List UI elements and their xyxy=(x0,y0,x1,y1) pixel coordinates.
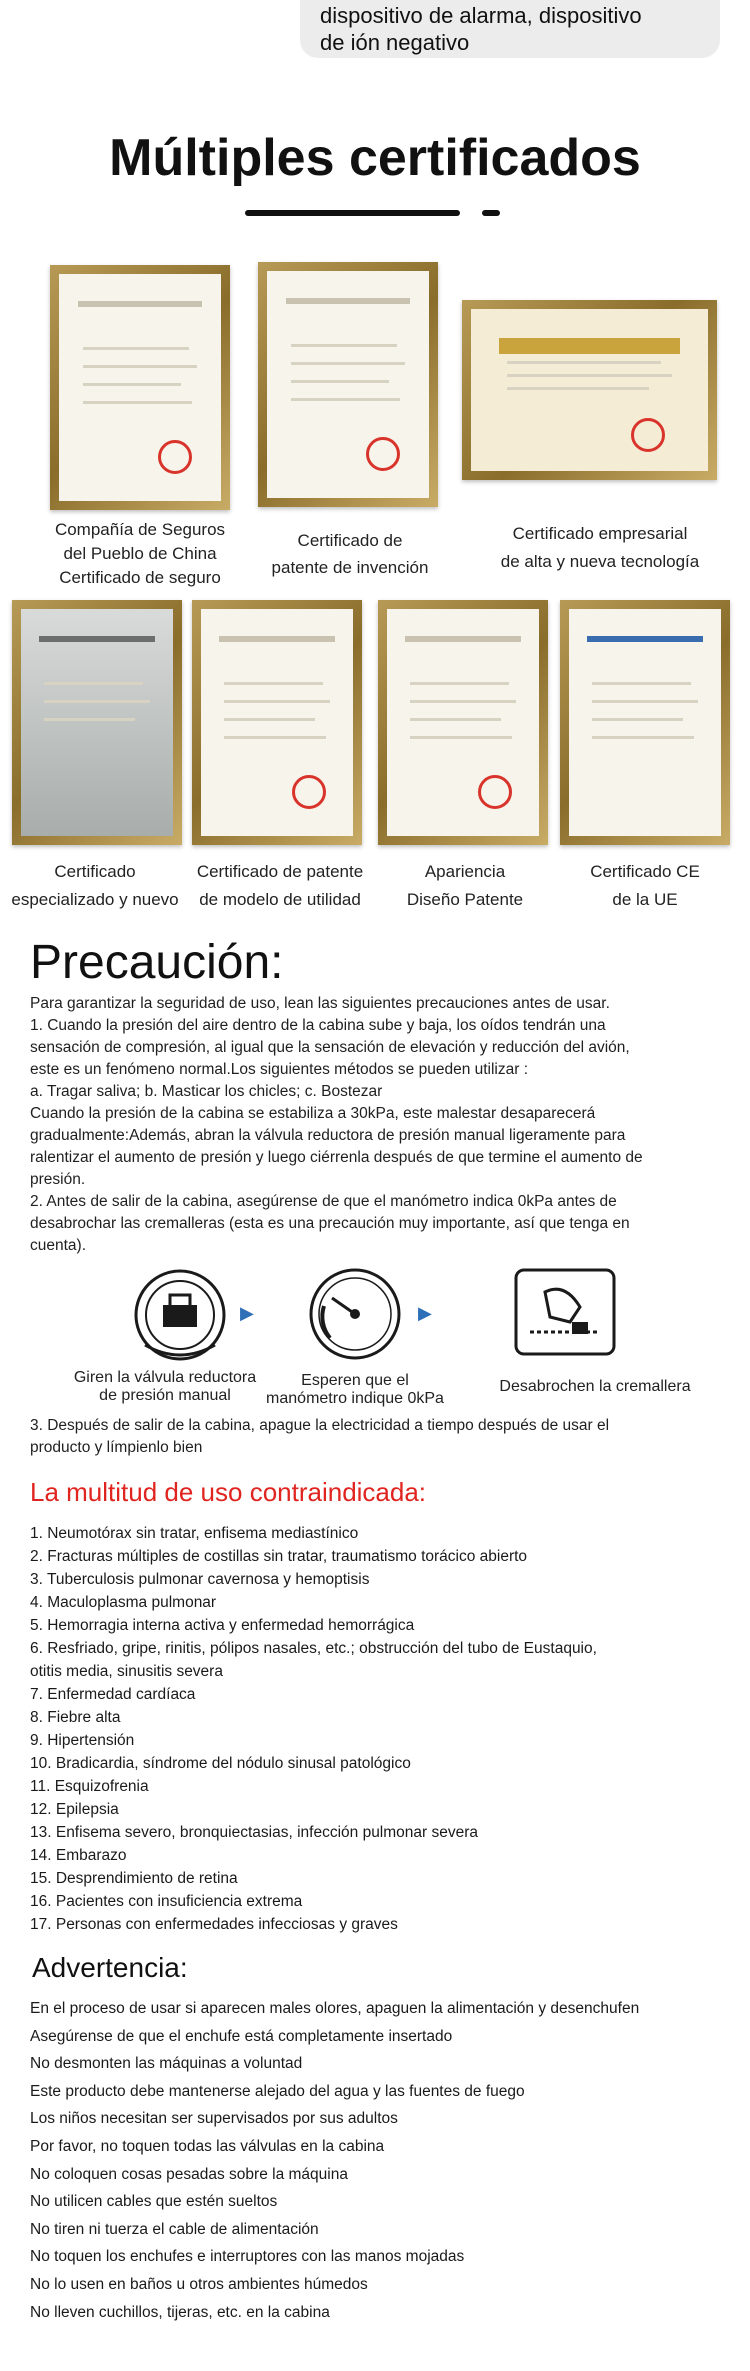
list-item: 8. Fiebre alta xyxy=(30,1709,121,1726)
list-item: 17. Personas con enfermedades infecciosas y graves xyxy=(30,1916,398,1933)
list-item: Por favor, no toquen todas las válvulas en la cabina xyxy=(30,2137,385,2155)
list-item: Este producto debe mantenerse alejado del agua y las fuentes de fuego xyxy=(30,2082,525,2100)
paragraph-line: este es un fenómeno normal.Los siguientes métodos se pueden utilizar : xyxy=(30,1061,529,1078)
list-item: 12. Epilepsia xyxy=(30,1801,119,1818)
caption-invention-patent xyxy=(245,527,455,581)
caption-specialized xyxy=(0,858,190,914)
precaution-paragraph xyxy=(30,993,720,1257)
caption-line: de alta y nueva tecnología xyxy=(500,552,700,571)
list-item: 11. Esquizofrenia xyxy=(30,1778,149,1795)
feature-banner xyxy=(300,0,720,58)
paragraph-line: cuenta). xyxy=(30,1237,87,1254)
caption-design-patent xyxy=(370,858,560,914)
list-item: Asegúrense de que el enchufe está completamente insertado xyxy=(30,2027,453,2045)
paragraph-line: 2. Antes de salir de la cabina, asegúrense de que el manómetro indica 0kPa antes de xyxy=(30,1193,617,1210)
caption-line: Apariencia xyxy=(424,862,506,881)
paragraph-line: desabrochar las cremalleras (esta es una precaución muy importante, así que tenga en xyxy=(30,1215,630,1232)
certificates-title: Múltiples certificados xyxy=(109,129,641,187)
list-item: 3. Tuberculosis pulmonar cavernosa y hemoptisis xyxy=(30,1571,370,1588)
warning-list xyxy=(30,1995,730,2326)
step-1-caption xyxy=(55,1369,275,1405)
warning-title: Advertencia: xyxy=(32,1952,188,1983)
list-item: 1. Neumotórax sin tratar, enfisema mediastínico xyxy=(30,1525,359,1542)
list-item: No tiren ni tuerza el cable de alimentación xyxy=(30,2220,319,2238)
caption-line: Compañía de Seguros xyxy=(54,520,226,539)
caption-insurance xyxy=(30,518,250,590)
list-item: otitis media, sinusitis severa xyxy=(30,1663,223,1680)
certificate-utility-model xyxy=(192,600,362,845)
precaution-title: Precaución: xyxy=(30,936,284,989)
contraindications-list xyxy=(30,1522,720,1936)
list-item: No toquen los enchufes e interruptores con las manos mojadas xyxy=(30,2248,465,2266)
list-item: No lleven cuchillos, tijeras, etc. en la cabina xyxy=(30,2303,330,2321)
title-underline-dot xyxy=(482,210,500,216)
paragraph-line: ralentizar el aumento de presión y luego ciérrenla después de que termine el aumento de xyxy=(30,1149,643,1166)
paragraph-line: 1. Cuando la presión del aire dentro de la cabina sube y baja, los oídos tendrán una xyxy=(30,1017,606,1034)
caption-line: Desabrochen la cremallera xyxy=(499,1378,691,1395)
list-item: 5. Hemorragia interna activa y enfermedad hemorrágica xyxy=(30,1617,415,1634)
caption-ce xyxy=(550,858,740,914)
list-item: 16. Pacientes con insuficiencia extrema xyxy=(30,1893,303,1910)
pressure-valve-icon xyxy=(125,1265,235,1365)
paragraph-line: 3. Después de salir de la cabina, apague la electricidad a tiempo después de usar el xyxy=(30,1417,610,1434)
list-item: 7. Enfermedad cardíaca xyxy=(30,1686,196,1703)
pressure-gauge-icon xyxy=(300,1262,410,1362)
list-item: 15. Desprendimiento de retina xyxy=(30,1870,238,1887)
step-2-caption xyxy=(260,1372,450,1408)
caption-line: Certificado de xyxy=(297,531,403,550)
caption-line: de modelo de utilidad xyxy=(199,890,361,909)
precaution-paragraph-3 xyxy=(30,1415,720,1459)
list-item: En el proceso de usar si aparecen males olores, apaguen la alimentación y desenchufen xyxy=(30,2000,640,2017)
certificate-specialized xyxy=(12,600,182,845)
list-item: No utilicen cables que estén sueltos xyxy=(30,2193,278,2211)
caption-line: especializado y nuevo xyxy=(11,890,179,909)
arrow-icon: ▶ xyxy=(240,1303,254,1323)
paragraph-line: Para garantizar la seguridad de uso, lean las siguientes precauciones antes de usar. xyxy=(30,995,610,1012)
list-item: 2. Fracturas múltiples de costillas sin tratar, traumatismo torácico abierto xyxy=(30,1548,528,1565)
certificate-invention-patent xyxy=(258,262,438,507)
caption-line: de la UE xyxy=(612,890,678,909)
list-item: 10. Bradicardia, síndrome del nódulo sinusal patológico xyxy=(30,1755,411,1772)
caption-line: Giren la válvula reductora xyxy=(73,1369,257,1386)
title-underline xyxy=(245,210,460,216)
certificate-design-patent xyxy=(378,600,548,845)
feature-line-1: dispositivo de alarma, dispositivo xyxy=(320,3,642,28)
caption-line: Diseño Patente xyxy=(406,890,524,909)
certificate-high-tech xyxy=(462,300,717,480)
zipper-icon xyxy=(510,1262,620,1362)
list-item: 6. Resfriado, gripe, rinitis, pólipos nasales, etc.; obstrucción del tubo de Eustaquio, xyxy=(30,1640,597,1657)
list-item: No lo usen en baños u otros ambientes húmedos xyxy=(30,2275,368,2293)
paragraph-line: gradualmente:Además, abran la válvula reductora de presión manual ligeramente para xyxy=(30,1127,626,1144)
paragraph-line: Cuando la presión de la cabina se estabiliza a 30kPa, este malestar desaparecerá xyxy=(30,1105,596,1122)
caption-utility-model xyxy=(185,858,375,914)
list-item: No desmonten las máquinas a voluntad xyxy=(30,2055,303,2073)
caption-line: manómetro indique 0kPa xyxy=(266,1390,444,1407)
list-item: Los niños necesitan ser supervisados por sus adultos xyxy=(30,2110,398,2128)
paragraph-line: sensación de compresión, al igual que la sensación de elevación y reducción del avión, xyxy=(30,1039,630,1056)
list-item: 9. Hipertensión xyxy=(30,1732,135,1749)
paragraph-line: a. Tragar saliva; b. Masticar los chicles; c. Bostezar xyxy=(30,1083,383,1100)
caption-line: Certificado CE xyxy=(590,862,700,881)
caption-line: Esperen que el xyxy=(301,1372,409,1389)
contraindications-title: La multitud de uso contraindicada: xyxy=(30,1477,427,1507)
list-item: No coloquen cosas pesadas sobre la máquina xyxy=(30,2165,348,2183)
caption-high-tech xyxy=(480,520,720,576)
list-item: 4. Maculoplasma pulmonar xyxy=(30,1594,217,1611)
caption-line: de presión manual xyxy=(99,1387,231,1404)
certificate-insurance xyxy=(50,265,230,510)
step-3-caption xyxy=(470,1378,720,1396)
caption-line: del Pueblo de China xyxy=(63,544,217,563)
list-item: 14. Embarazo xyxy=(30,1847,127,1864)
certificate-ce xyxy=(560,600,730,845)
caption-line: Certificado xyxy=(54,862,136,881)
paragraph-line: producto y límpienlo bien xyxy=(30,1439,203,1456)
arrow-icon: ▶ xyxy=(418,1303,432,1323)
list-item: 13. Enfisema severo, bronquiectasias, infección pulmonar severa xyxy=(30,1824,479,1841)
caption-line: patente de invención xyxy=(271,558,429,577)
paragraph-line: presión. xyxy=(30,1171,86,1188)
caption-line: Certificado de seguro xyxy=(59,568,221,587)
caption-line: Certificado empresarial xyxy=(512,524,688,543)
feature-line-2: de ión negativo xyxy=(320,30,470,55)
caption-line: Certificado de patente xyxy=(196,862,364,881)
